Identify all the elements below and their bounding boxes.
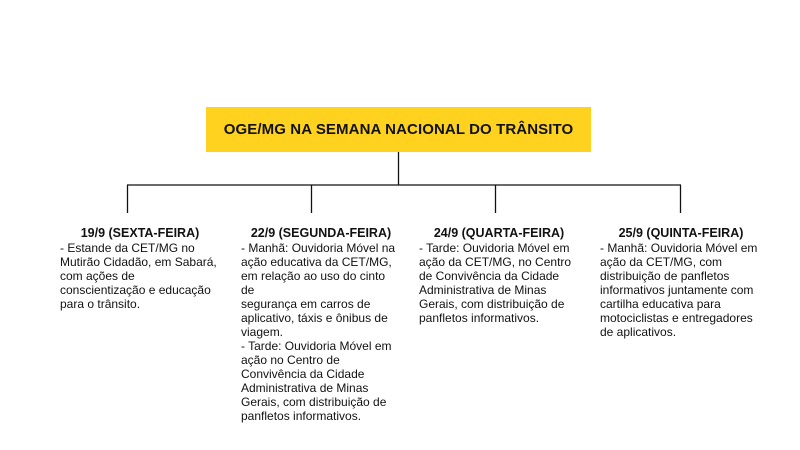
day-block-quinta	[600, 226, 762, 339]
day-description: - Tarde: Ouvidoria Móvel em ação da CET/MG, no Centro de Convivência da Cidade Administrativa de Minas Gerais, com distribuição de panfletos informativos.	[419, 241, 572, 325]
day-description: - Estande da CET/MG no Mutirão Cidadão, em Sabará, com ações de conscientização e educação para o trânsito.	[60, 241, 217, 311]
day-block-sexta	[60, 226, 220, 311]
day-heading: 25/9 (QUINTA-FEIRA)	[618, 226, 744, 240]
day-block-quarta	[419, 226, 579, 325]
day-heading: 19/9 (SEXTA-FEIRA)	[80, 226, 200, 240]
day-heading: 24/9 (QUARTA-FEIRA)	[433, 226, 565, 240]
day-description: - Manhã: Ouvidoria Móvel na ação educativa da CET/MG, em relação ao uso do cinto de segurança em carros de aplicativo, táxis e ônibus de viagem. - Tarde: Ouvidoria Móvel em ação no Centro de Convivência da Cidade Administrativa de Minas Gerais, com distribuição de panfletos informativos.	[241, 241, 396, 423]
day-heading: 22/9 (SEGUNDA-FEIRA)	[250, 226, 392, 240]
day-block-segunda	[241, 226, 401, 423]
diagram-title: OGE/MG NA SEMANA NACIONAL DO TRÂNSITO	[223, 121, 574, 138]
day-description: - Manhã: Ouvidoria Móvel em ação da CET/MG, com distribuição de panfletos informativos juntamente com cartilha educativa para motociclistas e entregadores de aplicativos.	[600, 241, 758, 339]
